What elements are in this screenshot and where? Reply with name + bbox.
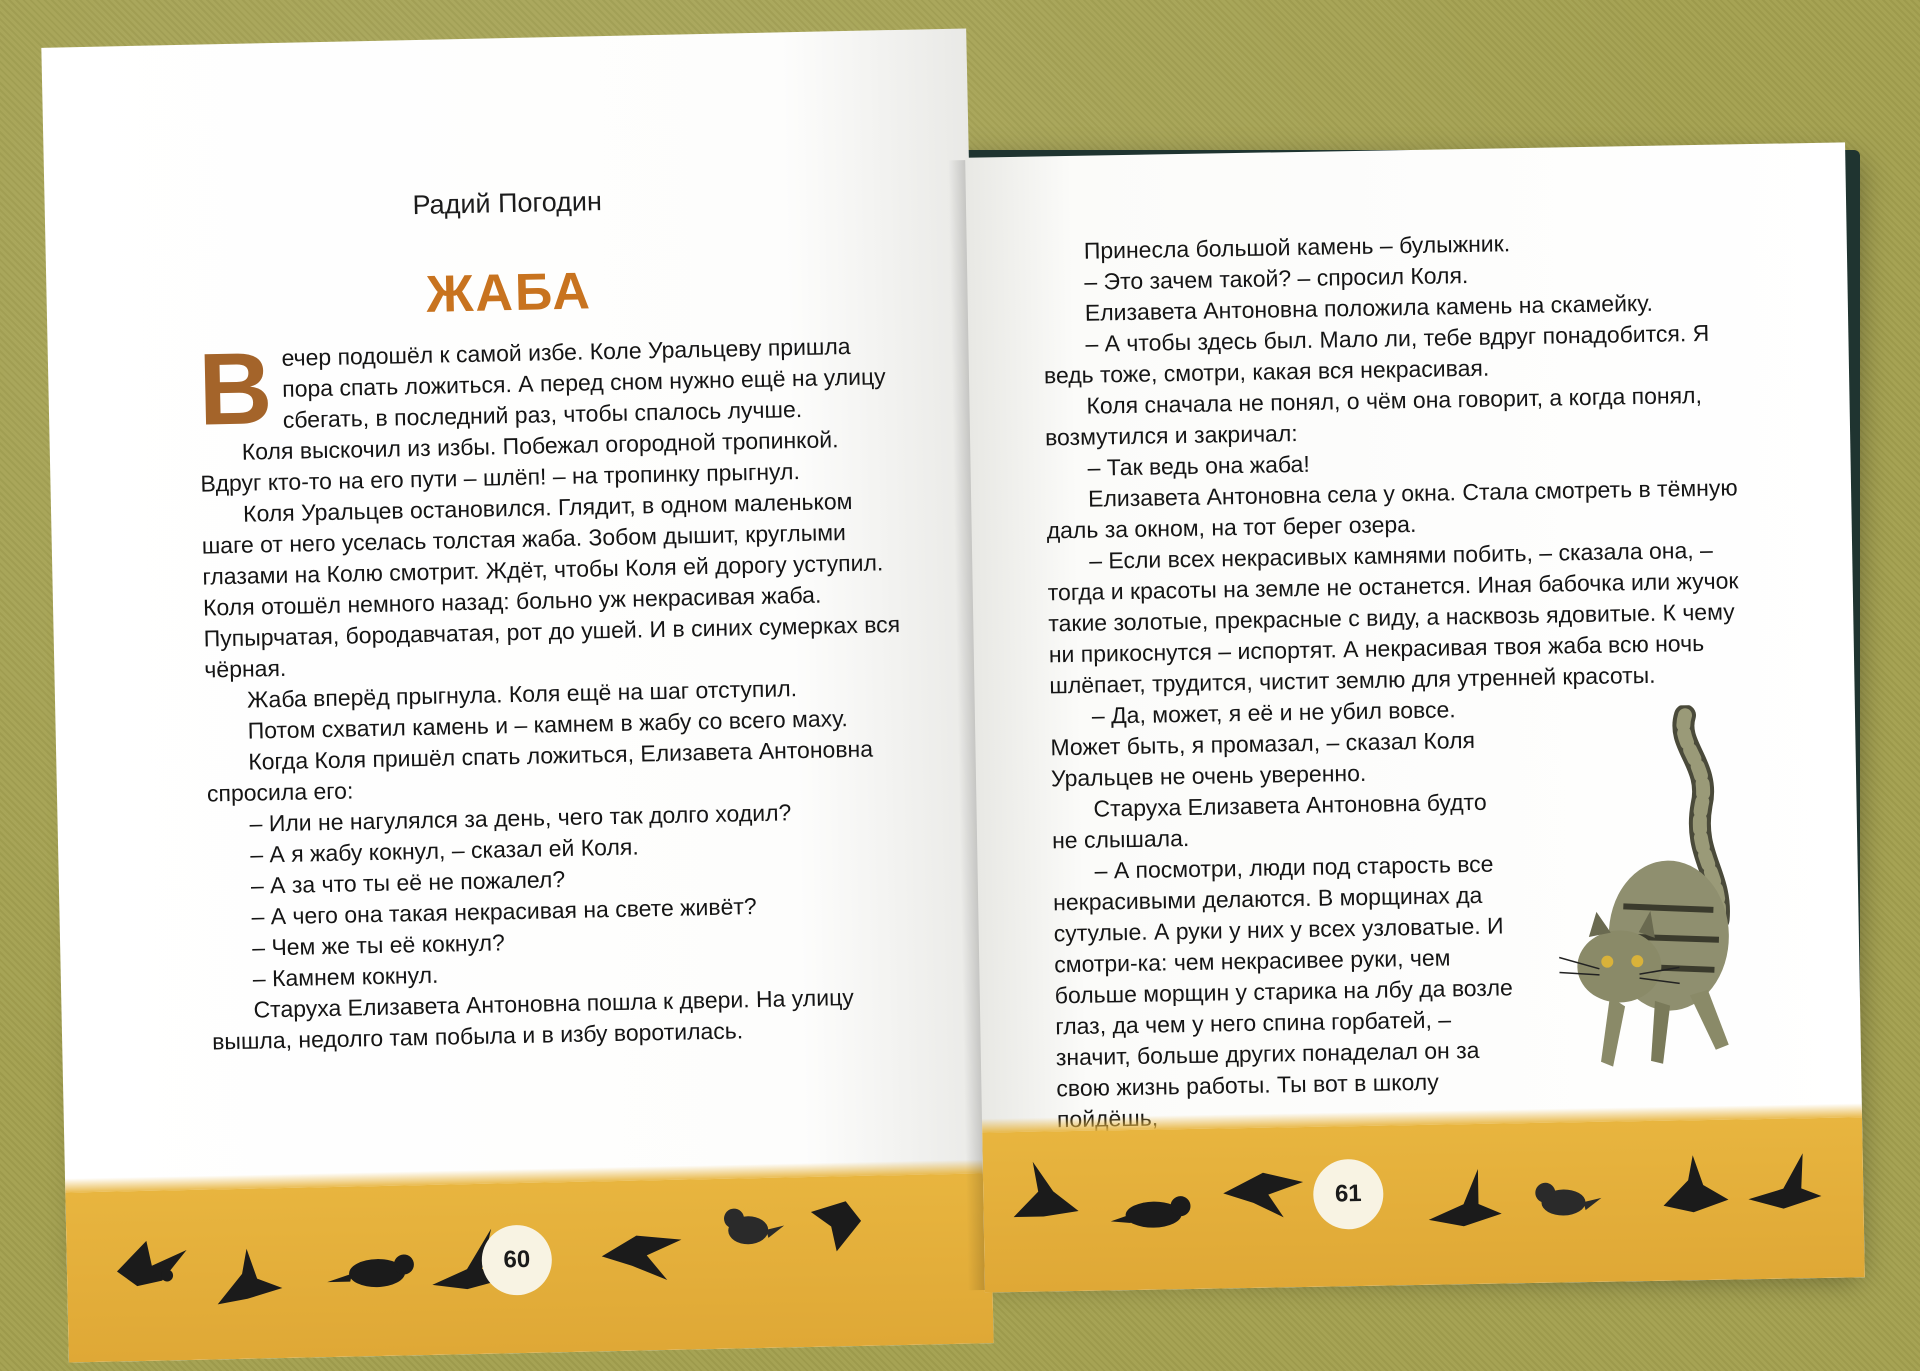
bird-icon [1003, 1156, 1084, 1237]
paragraph: Елизавета Антоновна села у окна. Стала смотреть в тёмную даль за окном, на тот берег озера. [1046, 474, 1738, 544]
paragraph: Потом схватил камень и – камнем в жабу со всего маху. [247, 705, 848, 744]
story-title: ЖАБА [425, 262, 593, 324]
bird-icon [716, 1197, 787, 1258]
page-number: 60 [481, 1224, 552, 1295]
dialogue-line: – А посмотри, люди под старость все некрасивыми делаются. В морщинах да сутулые. А руки у них у всех узловатые. И смотри-ка: чем некрасивее руки, чем больше морщин у старика на лбу да возле глаз, да чем у него спина горбатей, – значит, больше других понаделал он за свою жизнь работы. Ты вот в школу [1052, 850, 1514, 1102]
paragraph: Коля выскочил из избы. Побежал огородной тропинкой. Вдруг кто-то на его пути – шлёп! – на тропинку прыгнул. [200, 426, 839, 497]
paragraph: ечер подошёл к самой избе. Коле Уральцеву пришла пора спать ложиться. А перед сном нужно ещё на улицу сбегать, в последний раз, чтобы спалось лучше. [281, 332, 886, 433]
paragraph: Когда Коля пришёл спать ложиться, Елизавета Антоновна спросила его: [206, 735, 874, 807]
dialogue-line: – А за что ты её не пожалел? [250, 866, 566, 899]
bird-icon [1653, 1150, 1734, 1231]
dialogue-line: – А чего она такая некрасивая на свете живёт? [251, 893, 757, 930]
bird-icon [1523, 1172, 1604, 1228]
dialogue-line: – А чтобы здесь был. Мало ли, тебе вдруг понадобится. Я ведь тоже, смотри, какая вся некрасивая. [1043, 319, 1710, 389]
dialogue-line: – Так ведь она жаба! [1087, 450, 1310, 481]
right-page-footer-band [982, 1117, 1865, 1292]
bird-icon [1218, 1162, 1309, 1224]
bird-icon [1108, 1184, 1199, 1241]
left-page [41, 28, 993, 1362]
bird-icon [106, 1230, 197, 1302]
paragraph: Жаба вперёд прыгнула. Коля ещё на шаг отступил. [246, 675, 798, 713]
dialogue-line: – Да, может, я её и не убил вовсе. Может быть, я промазал, – сказал Коля Уральцев не очень уверенно. [1050, 696, 1476, 792]
paragraph: Коля сначала не понял, о чём она говорит, а когда понял, возмутился и закричал: [1044, 381, 1703, 451]
paragraph: Коля Уральцев остановился. Глядит, в одном маленьком шаге от него уселась толстая жаба. Зобом дышит, круглыми глазами на Колю смотрит. Ждёт, чтобы Коля ей дорогу уступил. Коля отошёл немного назад: больно уж некрасивая жаба. Пупырчатая, бородавчатая, рот до ушей. И в синих сумерках вся чёрная. [201, 487, 901, 683]
bird-icon [1423, 1164, 1504, 1235]
left-page-text [198, 330, 918, 1058]
dialogue-line: – Если всех некрасивых камнями побить, – сказала она, – тогда и красоты на земле не останется. Иная бабочка или жучок такие золотые, прекрасные с виду, а насквозь ядовитые. К чему ни прикоснутся – испортят. А некрасивая твоя жаба всю ночь шлёпает, трудится, чистит землю для утренней красоты. [1047, 536, 1739, 699]
bird-icon [206, 1243, 288, 1325]
dialogue-line: – Это зачем такой? – спросил Коля. [1084, 262, 1469, 295]
dialogue-line: – Или не нагулялся за день, чего так долго ходил? [249, 799, 792, 837]
dialogue-line: – А я жабу кокнул, – сказал ей Коля. [250, 833, 639, 868]
drop-cap: В [197, 331, 274, 447]
dialogue-line: – Камнем кокнул. [252, 961, 439, 992]
bird-icon [321, 1240, 422, 1302]
paragraph: Старуха Елизавета Антоновна будто не слышала. [1051, 788, 1487, 854]
left-page-footer-band [65, 1173, 993, 1362]
bird-icon [596, 1225, 687, 1287]
paragraph: Принесла большой камень – булыжник. [1083, 230, 1511, 264]
right-page [965, 142, 1865, 1292]
cat-illustration [1535, 704, 1791, 1078]
paragraph: Старуха Елизавета Антоновна пошла к двери. На улицу вышла, недолго там побыла и в избу воротилась. [211, 984, 854, 1055]
paragraph: Елизавета Антоновна положила камень на скамейку. [1084, 289, 1654, 326]
bird-icon [800, 1191, 871, 1262]
bird-icon [1743, 1148, 1824, 1219]
page-number: 61 [1313, 1159, 1384, 1230]
author-name: Радий Погодин [412, 186, 603, 221]
dialogue-line: – Чем же ты её кокнул? [251, 929, 506, 961]
